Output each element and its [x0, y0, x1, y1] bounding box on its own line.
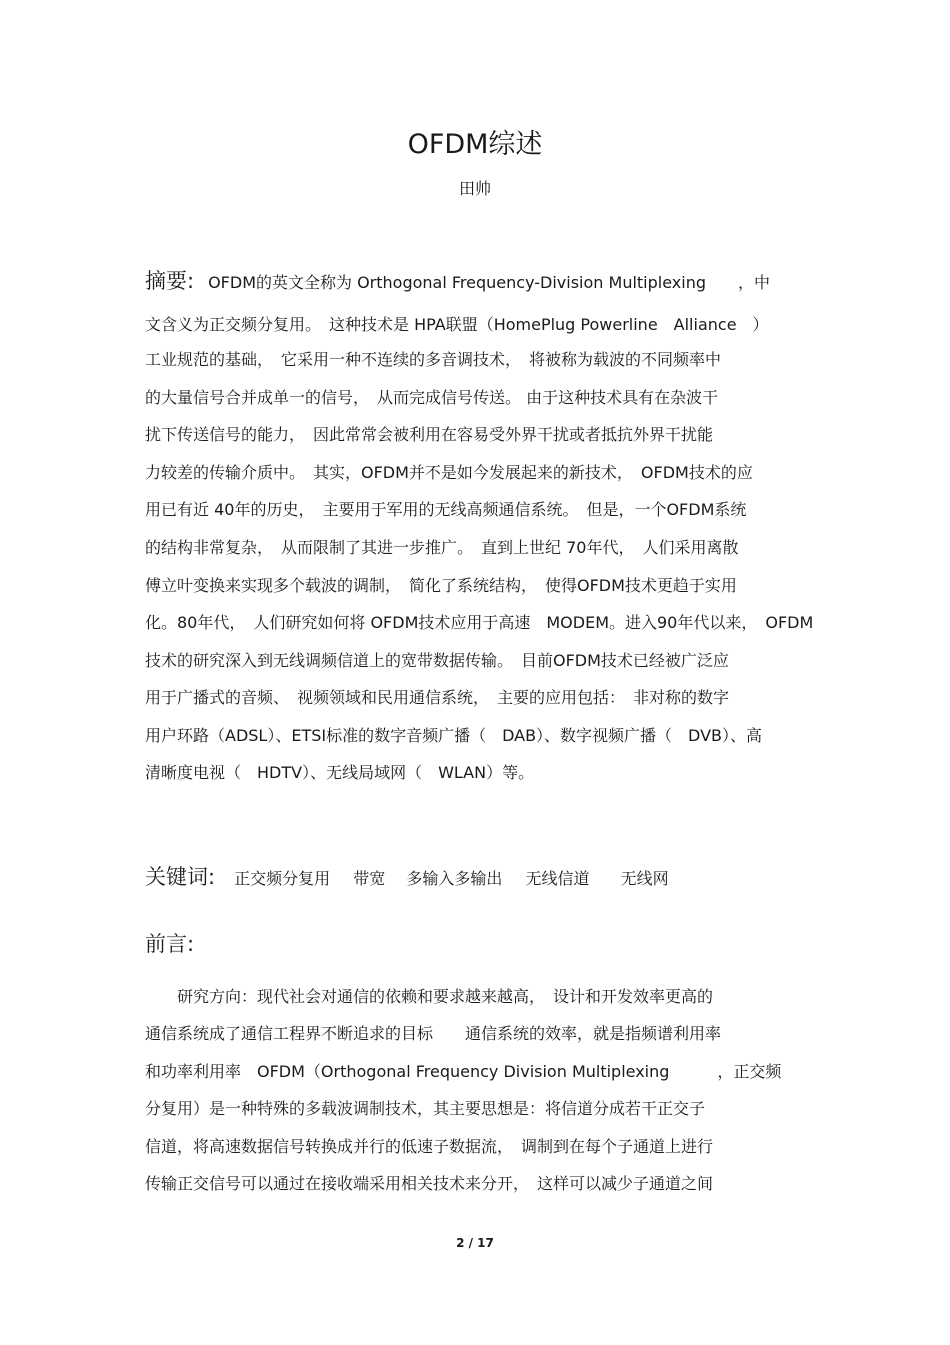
abstract-line: 傅立叶变换来实现多个载波的调制， 简化了系统结构， 使得OFDM技术更趋于实用: [145, 576, 737, 595]
preface-line: 分复用）是一种特殊的多载波调制技术，其主要思想是：将信道分成若干正交子: [145, 1099, 706, 1118]
preface-line: 通信系统成了通信工程界不断追求的目标 通信系统的效率，就是指频谱利用率: [145, 1024, 722, 1043]
abstract-line: 化。80年代， 人们研究如何将 OFDM技术应用于高速 MODEM。进入90年代以来， OFDM: [145, 613, 814, 632]
abstract-line: 扰下传送信号的能力， 因此常常会被利用在容易受外界干扰或者抵抗外界干扰能: [145, 425, 714, 444]
preface-line: 研究方向：现代社会对通信的依赖和要求越来越高， 设计和开发效率更高的: [145, 987, 714, 1006]
abstract-line: 用已有近 40年的历史， 主要用于军用的无线高频通信系统。 但是，一个OFDM系统: [145, 500, 747, 519]
abstract-text: OFDM的英文全称为 Orthogonal Frequency-Division Multiplexing ，中: [208, 273, 770, 292]
author-name: 田帅: [458, 179, 491, 198]
abstract-line: 的结构非常复杂， 从而限制了其进一步推广。 直到上世纪 70年代， 人们采用离散: [145, 538, 739, 557]
preface-heading: 前言:: [145, 932, 195, 956]
keyword-item: 多输入多输出: [406, 869, 503, 888]
preface-line: 和功率利用率 OFDM（Orthogonal Frequency Division Multiplexing ，正交频: [145, 1062, 782, 1081]
keyword-item: 无线网: [620, 869, 669, 888]
preface-line: 传输正交信号可以通过在接收端采用相关技术来分开， 这样可以减少子通道之间: [145, 1174, 714, 1193]
abstract-line: 文含义为正交频分复用。 这种技术是 HPA联盟（HomePlug Powerline Alliance ）: [145, 315, 769, 334]
keyword-item: 带宽: [353, 869, 386, 888]
abstract-line: [145, 270, 770, 294]
keyword-item: 正交频分复用: [234, 869, 331, 888]
abstract-line: 清晰度电视（ HDTV）、无线局域网（ WLAN）等。: [145, 763, 535, 782]
page-number: 2 / 17: [456, 1236, 494, 1250]
keywords-line: [145, 866, 669, 890]
abstract-line: 用户环路（ADSL）、ETSI标准的数字音频广播（ DAB）、数字视频广播（ DVB）、高: [145, 726, 763, 745]
document-title: OFDM综述: [407, 129, 543, 160]
abstract-line: 力较差的传输介质中。 其实，OFDM并不是如今发展起来的新技术， OFDM技术的应: [145, 463, 753, 482]
keywords-heading: 关键词:: [145, 865, 216, 889]
abstract-line: 技术的研究深入到无线调频信道上的宽带数据传输。 目前OFDM技术已经被广泛应: [145, 651, 729, 670]
abstract-heading: 摘要:: [145, 269, 195, 293]
abstract-line: 用于广播式的音频、 视频领域和民用通信系统， 主要的应用包括： 非对称的数字: [145, 688, 730, 707]
keyword-item: 无线信道: [525, 869, 590, 888]
preface-line: 信道，将高速数据信号转换成并行的低速子数据流， 调制到在每个子通道上进行: [145, 1137, 714, 1156]
abstract-line: 的大量信号合并成单一的信号， 从而完成信号传送。 由于这种技术具有在杂波干: [145, 388, 719, 407]
abstract-line: 工业规范的基础， 它采用一种不连续的多音调技术， 将被称为载波的不同频率中: [145, 350, 722, 369]
